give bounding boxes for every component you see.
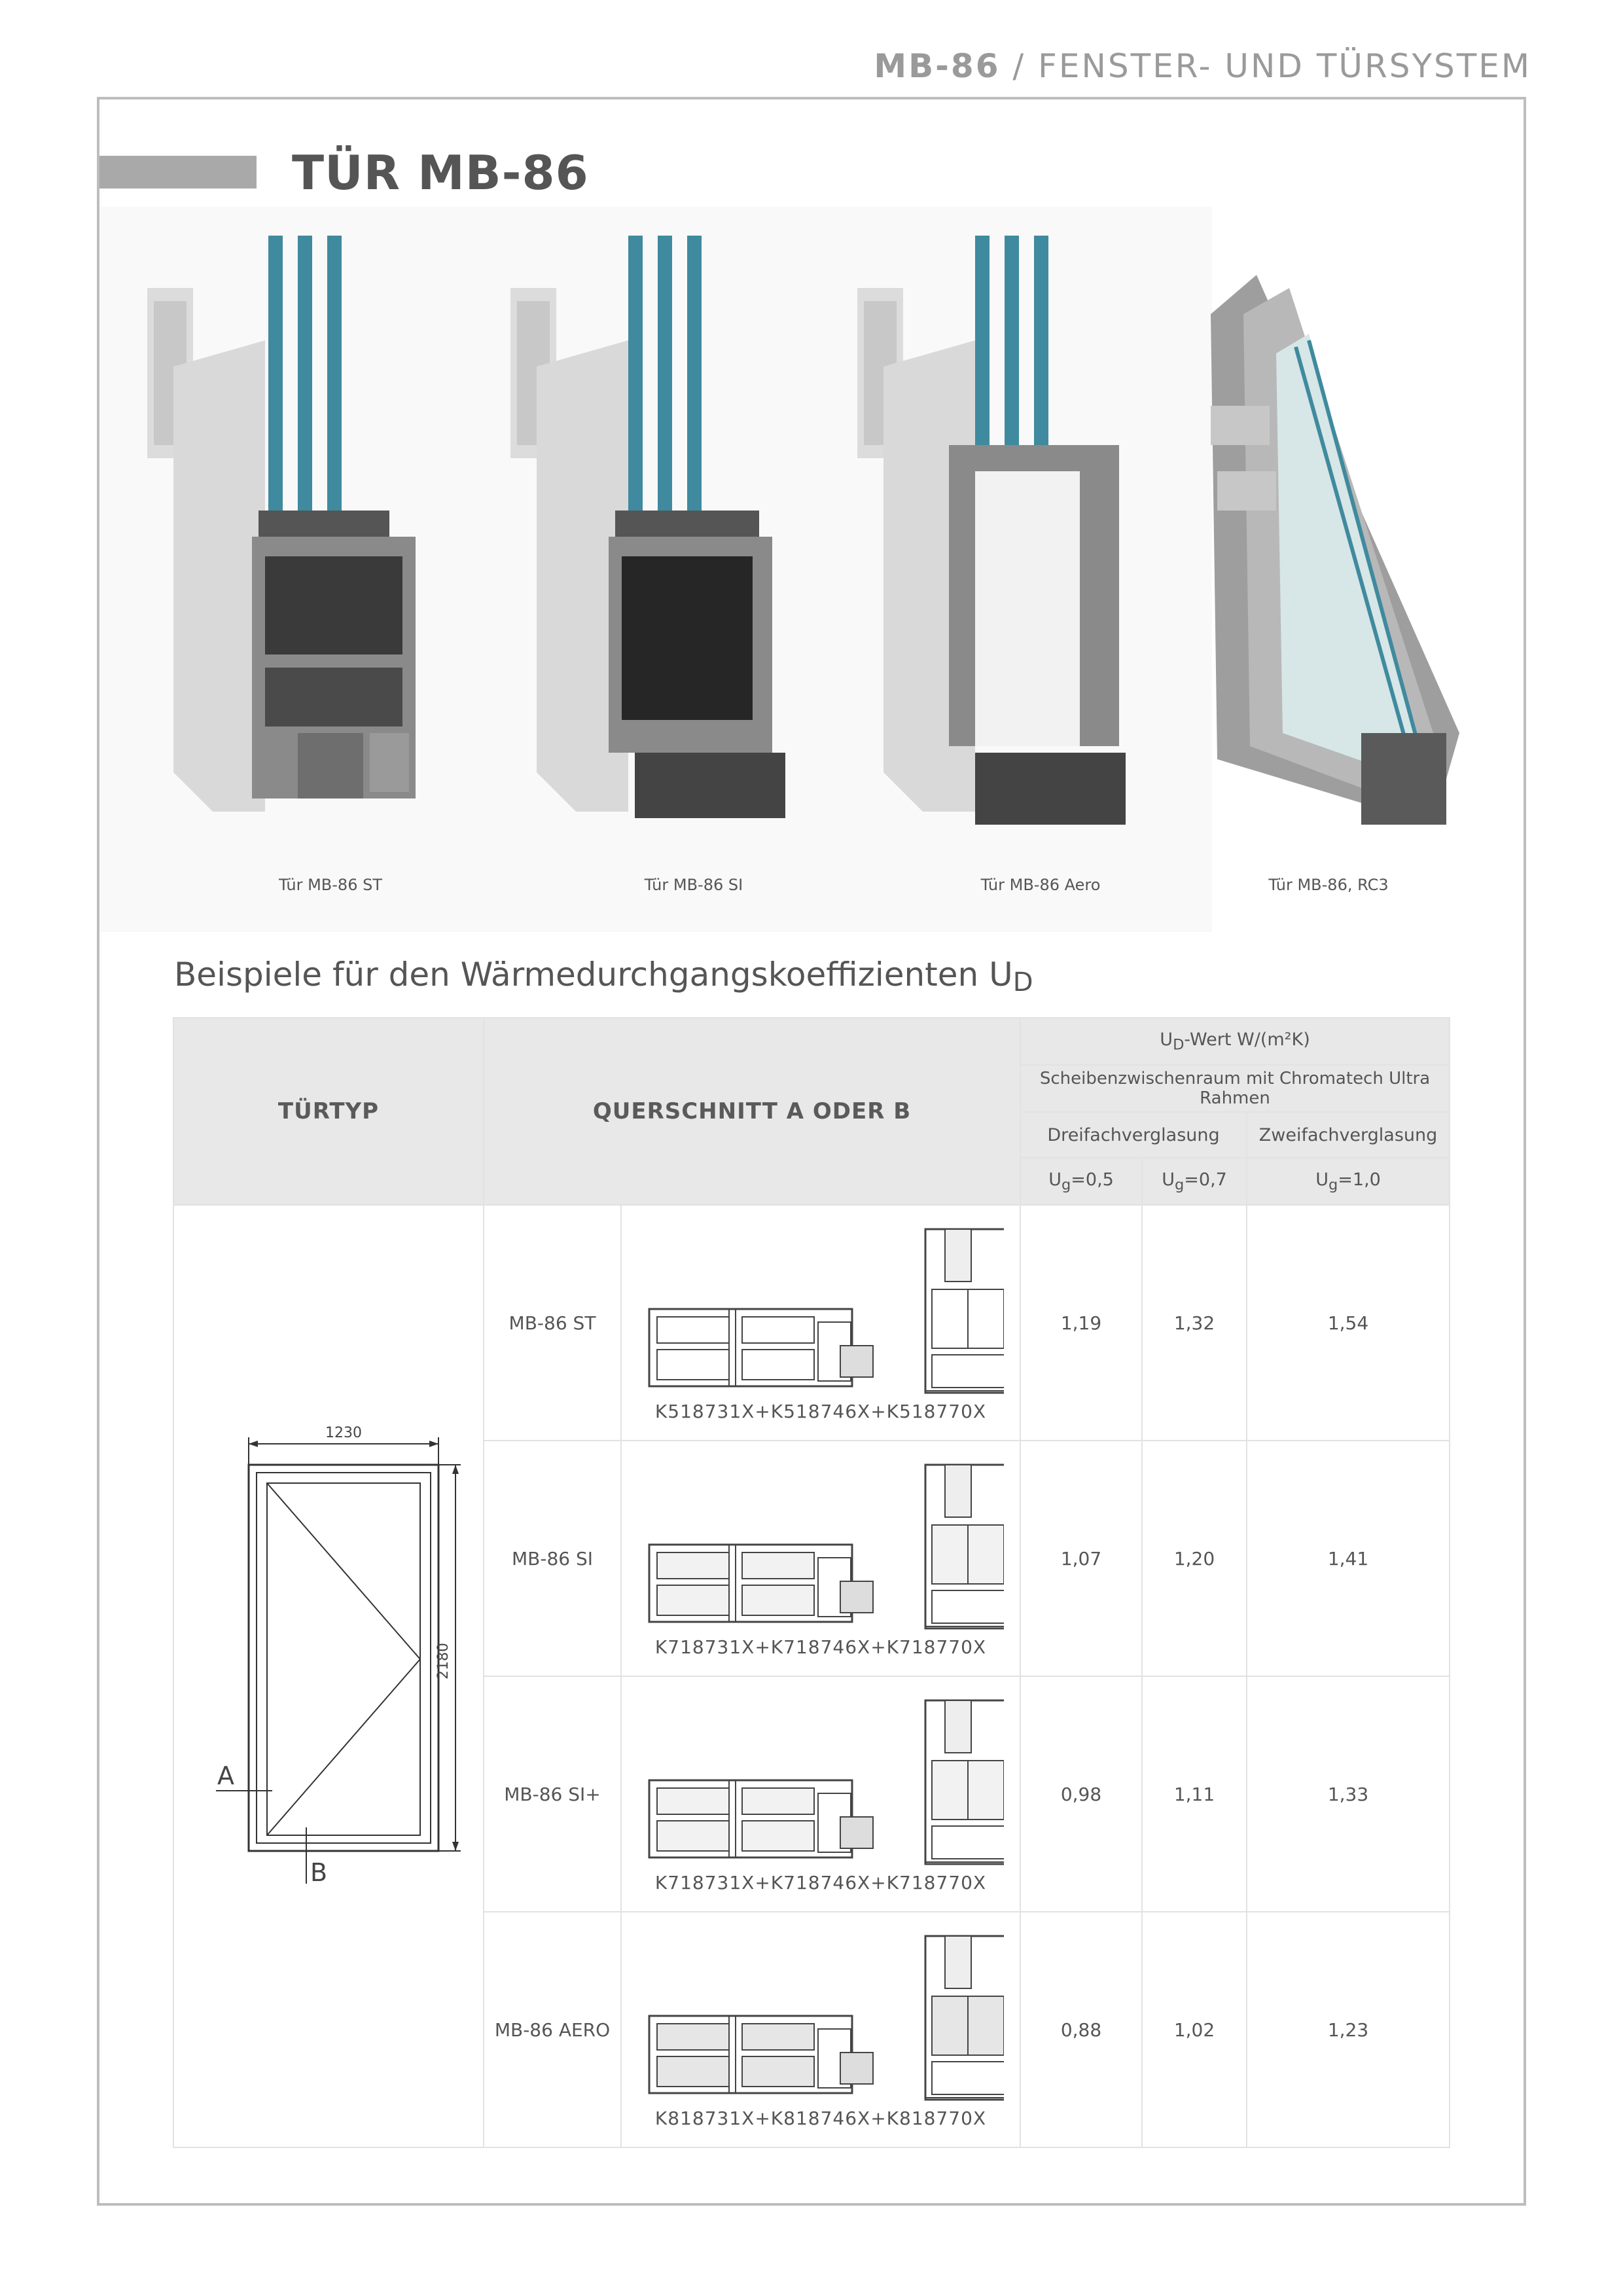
door-type-cell: MB-86 AERO	[484, 1912, 621, 2147]
door-type-cell: MB-86 SI+	[484, 1676, 621, 1912]
photo-caption-st: Tür MB-86 ST	[279, 876, 382, 894]
table-row	[173, 1205, 1450, 1441]
profile-code: K718731X+K718746X+K718770X	[654, 1871, 987, 1893]
header-cross-section: QUERSCHNITT A ODER B	[484, 1018, 1020, 1205]
door-type-cell: MB-86 SI	[484, 1441, 621, 1676]
ud-value-v07: 1,32	[1142, 1205, 1247, 1441]
page-title: TÜR MB-86	[292, 145, 589, 200]
ud-value-v10: 1,41	[1247, 1441, 1450, 1676]
ud-table-body	[173, 1205, 1450, 2147]
header-spacer: Scheibenzwischenraum mit Chromatech Ultra Rahmen	[1020, 1065, 1450, 1112]
door-width-label: 1230	[325, 1425, 362, 1441]
ud-table	[173, 1017, 1450, 2148]
cross-section-cell	[621, 1205, 1020, 1441]
door-type-cell: MB-86 ST	[484, 1205, 621, 1441]
cross-section-drawing	[637, 1460, 1004, 1636]
title-accent-bar	[99, 156, 257, 188]
header-ud-value: $U_D$-Wert W/(m²K)	[1020, 1018, 1450, 1065]
photo-caption-rc3: Tür MB-86, RC3	[1268, 876, 1389, 894]
header-ug-05: $U_g=0,5$	[1020, 1158, 1142, 1205]
ud-value-v05: 0,88	[1020, 1912, 1142, 2147]
photo-caption-si: Tür MB-86 SI	[644, 876, 743, 894]
page-header	[874, 47, 1531, 85]
cross-section-drawing	[637, 1224, 1004, 1401]
section-heading-text: Beispiele für den Wärmedurchgangskoeffizienten U	[174, 956, 1013, 994]
section-b-label: B	[310, 1857, 328, 1887]
header-ug-10: $U_g=1,0$	[1247, 1158, 1450, 1205]
ud-value-v10: 1,23	[1247, 1912, 1450, 2147]
door-drawing-cell	[173, 1205, 484, 2147]
ud-value-v07: 1,20	[1142, 1441, 1247, 1676]
cross-section-drawing	[637, 1695, 1004, 1872]
ud-value-v05: 1,19	[1020, 1205, 1142, 1441]
cross-section-cell	[621, 1676, 1020, 1912]
header-separator: /	[1000, 47, 1039, 85]
section-heading	[174, 956, 1033, 997]
header-triple-glazing: Dreifachverglasung	[1020, 1112, 1247, 1158]
door-photo-rc3	[1198, 236, 1486, 857]
section-a-label: A	[217, 1761, 234, 1790]
header-ug-07: $U_g=0,7$	[1142, 1158, 1247, 1205]
ud-value-v05: 1,07	[1020, 1441, 1142, 1676]
door-drawing	[191, 1426, 466, 1923]
section-heading-sub: D	[1012, 967, 1033, 997]
profile-code: K818731X+K818746X+K818770X	[654, 2107, 987, 2129]
header-model: MB-86	[874, 47, 1001, 85]
profile-code: K518731X+K518746X+K518770X	[654, 1400, 987, 1422]
header-subtitle: FENSTER- UND TÜRSYSTEM	[1038, 47, 1531, 85]
ud-value-v07: 1,11	[1142, 1676, 1247, 1912]
door-photo-st	[134, 236, 422, 857]
header-door-type: TÜRTYP	[173, 1018, 484, 1205]
ud-value-v10: 1,33	[1247, 1676, 1450, 1912]
door-height-label: 2180	[435, 1642, 452, 1679]
ud-value-v07: 1,02	[1142, 1912, 1247, 2147]
door-photo-si	[497, 236, 785, 857]
cross-section-cell	[621, 1912, 1020, 2147]
profile-code: K718731X+K718746X+K718770X	[654, 1636, 987, 1658]
door-photo-aero	[844, 236, 1132, 857]
ud-value-v05: 0,98	[1020, 1676, 1142, 1912]
photo-caption-aero: Tür MB-86 Aero	[980, 876, 1101, 894]
cross-section-cell	[621, 1441, 1020, 1676]
ud-value-v10: 1,54	[1247, 1205, 1450, 1441]
header-double-glazing: Zweifachverglasung	[1247, 1112, 1450, 1158]
cross-section-drawing	[637, 1931, 1004, 2108]
